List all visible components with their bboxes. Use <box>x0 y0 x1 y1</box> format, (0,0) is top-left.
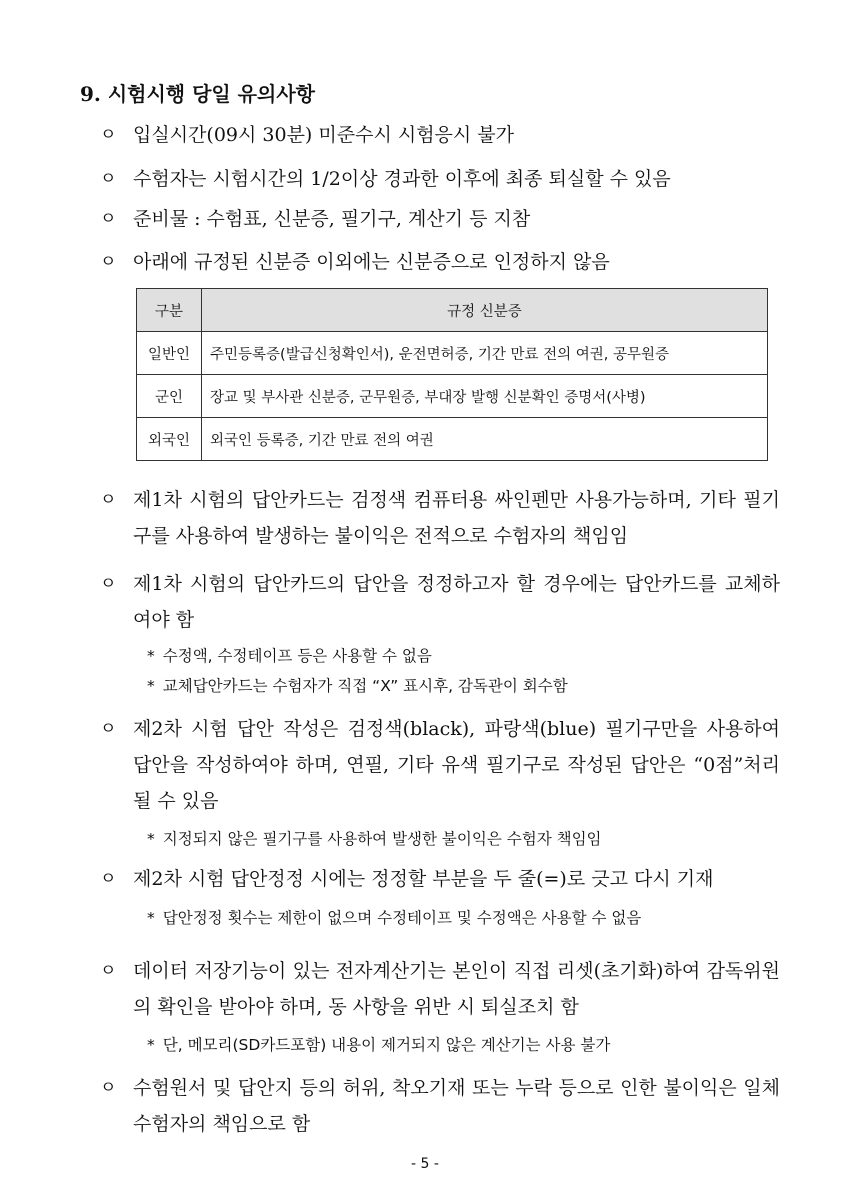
table-row <box>137 375 768 418</box>
table-cell-docs: 장교 및 부사관 신분증, 군무원증, 부대장 발행 신분확인 증명서(사병) <box>202 375 768 418</box>
note-item <box>147 673 787 699</box>
note-text: 답안정정 횟수는 제한이 없으며 수정테이프 및 수정액은 사용할 수 없음 <box>162 909 642 927</box>
bullet-icon: ㅇ <box>100 209 117 229</box>
table-header-row <box>137 289 768 332</box>
list-item <box>100 244 780 280</box>
table-header-category: 구분 <box>137 289 202 332</box>
table-row <box>137 332 768 375</box>
note-item <box>147 826 787 852</box>
table-row <box>137 418 768 461</box>
item-text: 수험자는 시험시간의 1/2이상 경과한 이후에 최종 퇴실할 수 있음 <box>133 168 671 190</box>
item-text: 제2차 시험 답안 작성은 검정색(black), 파랑색(blue) 필기구만을 사용하여 답안을 작성하여야 하며, 연필, 기타 유색 필기구로 작성된 답안은 “0점”처리될 수 있음 <box>133 718 780 812</box>
bullet-icon: ㅇ <box>100 1078 117 1098</box>
note-item <box>147 1032 787 1058</box>
bullet-icon: ㅇ <box>100 574 117 594</box>
note-item <box>147 643 787 669</box>
list-item <box>100 711 780 819</box>
asterisk-icon: * <box>147 647 155 665</box>
table-cell-category: 외국인 <box>137 418 202 461</box>
page-number: - 5 - <box>411 1156 439 1172</box>
item-text: 제2차 시험 답안정정 시에는 정정할 부분을 두 줄(=)로 긋고 다시 기재 <box>133 868 714 890</box>
list-item <box>100 117 780 153</box>
list-item <box>100 566 780 638</box>
note-text: 교체답안카드는 수험자가 직접 “X” 표시후, 감독관이 회수함 <box>162 677 568 695</box>
section-title: 9. 시험시행 당일 유의사항 <box>80 82 315 106</box>
note-text: 단, 메모리(SD카드포함) 내용이 제거되지 않은 계산기는 사용 불가 <box>162 1036 611 1054</box>
list-item <box>100 161 780 197</box>
asterisk-icon: * <box>147 830 155 848</box>
item-text: 제1차 시험의 답안카드는 검정색 컴퓨터용 싸인펜만 사용가능하며, 기타 필기구를 사용하여 발생하는 불이익은 전적으로 수험자의 책임임 <box>133 489 780 547</box>
list-item <box>100 482 780 554</box>
asterisk-icon: * <box>147 909 155 927</box>
item-text: 준비물 : 수험표, 신분증, 필기구, 계산기 등 지참 <box>133 208 531 230</box>
table-cell-category: 군인 <box>137 375 202 418</box>
asterisk-icon: * <box>147 677 155 695</box>
list-item <box>100 861 780 897</box>
item-text: 데이터 저장기능이 있는 전자계산기는 본인이 직접 리셋(초기화)하여 감독위원의 확인을 받아야 하며, 동 사항을 위반 시 퇴실조치 함 <box>133 960 780 1018</box>
bullet-icon: ㅇ <box>100 961 117 981</box>
bullet-icon: ㅇ <box>100 125 117 145</box>
item-text: 제1차 시험의 답안카드의 답안을 정정하고자 할 경우에는 답안카드를 교체하여야 함 <box>133 573 780 631</box>
table-cell-category: 일반인 <box>137 332 202 375</box>
note-text: 지정되지 않은 필기구를 사용하여 발생한 불이익은 수험자 책임임 <box>162 830 602 848</box>
item-text: 아래에 규정된 신분증 이외에는 신분증으로 인정하지 않음 <box>133 251 610 273</box>
list-item <box>100 201 780 237</box>
list-item <box>100 1070 780 1142</box>
item-text: 입실시간(09시 30분) 미준수시 시험응시 불가 <box>133 124 515 146</box>
bullet-icon: ㅇ <box>100 719 117 739</box>
bullet-icon: ㅇ <box>100 169 117 189</box>
bullet-icon: ㅇ <box>100 490 117 510</box>
note-text: 수정액, 수정테이프 등은 사용할 수 없음 <box>162 647 432 665</box>
item-text: 수험원서 및 답안지 등의 허위, 착오기재 또는 누락 등으로 인한 불이익은 일체 수험자의 책임으로 함 <box>133 1077 780 1135</box>
table-header-docs: 규정 신분증 <box>202 289 768 332</box>
bullet-icon: ㅇ <box>100 252 117 272</box>
asterisk-icon: * <box>147 1036 155 1054</box>
bullet-icon: ㅇ <box>100 869 117 889</box>
table-cell-docs: 주민등록증(발급신청확인서), 운전면허증, 기간 만료 전의 여권, 공무원증 <box>202 332 768 375</box>
id-document-table <box>136 288 768 461</box>
note-item <box>147 905 787 931</box>
list-item <box>100 953 780 1025</box>
table-cell-docs: 외국인 등록증, 기간 만료 전의 여권 <box>202 418 768 461</box>
